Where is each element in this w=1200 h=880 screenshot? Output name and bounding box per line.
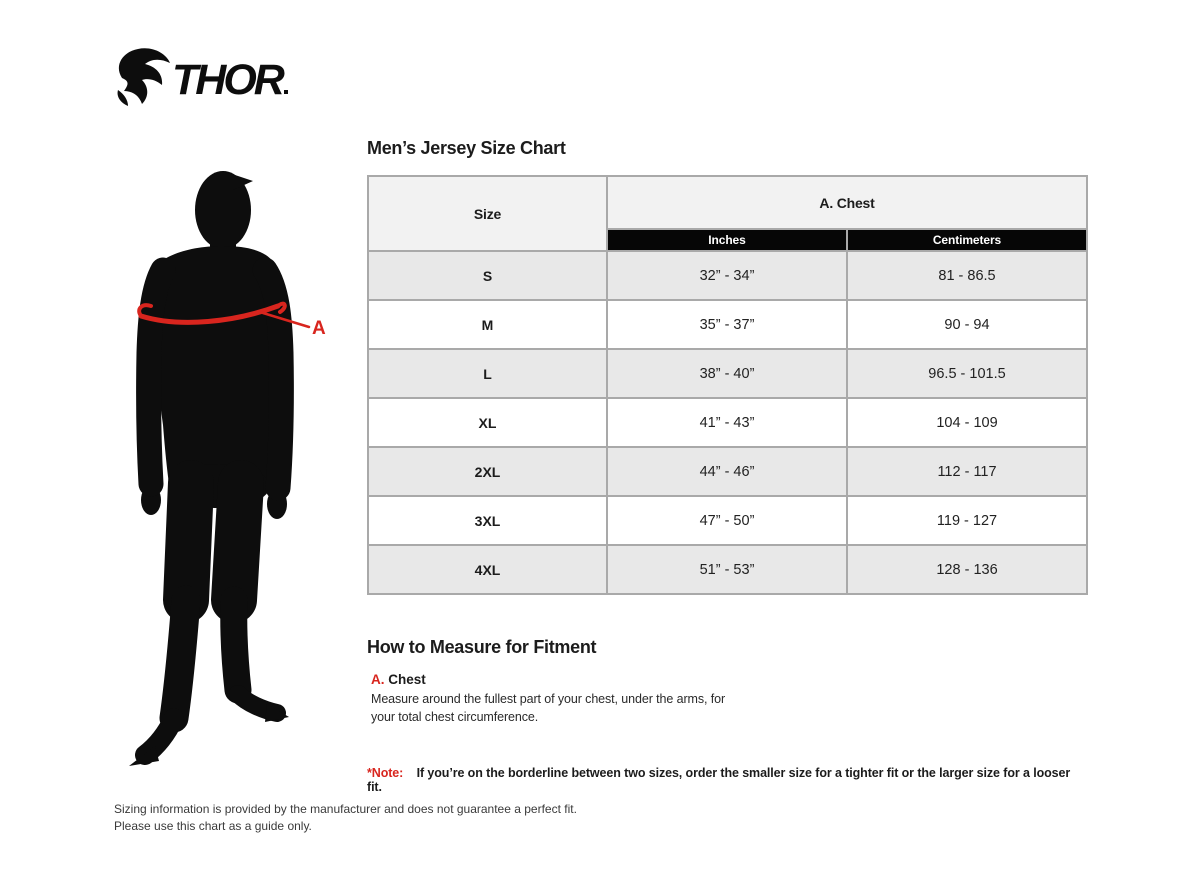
chest-marker-label: A bbox=[312, 318, 326, 339]
inches-cell: 47” - 50” bbox=[607, 496, 847, 545]
table-row bbox=[368, 398, 1087, 447]
how-to-heading: How to Measure for Fitment bbox=[367, 637, 597, 657]
note-label: *Note: bbox=[367, 766, 404, 780]
trademark-dot bbox=[284, 90, 288, 94]
thor-ram-icon bbox=[118, 48, 170, 106]
cm-cell: 119 - 127 bbox=[847, 496, 1087, 545]
disclaimer-line-2: Please use this chart as a guide only. bbox=[114, 819, 312, 834]
size-cell: M bbox=[368, 300, 607, 349]
header-chest-group: A. Chest bbox=[607, 176, 1087, 229]
measure-item-title bbox=[371, 672, 761, 687]
inches-cell: 35” - 37” bbox=[607, 300, 847, 349]
cm-cell: 81 - 86.5 bbox=[847, 251, 1087, 300]
cm-cell: 112 - 117 bbox=[847, 447, 1087, 496]
body-silhouette bbox=[125, 168, 335, 784]
note bbox=[367, 766, 1087, 794]
table-row bbox=[368, 349, 1087, 398]
disclaimer bbox=[114, 801, 577, 836]
cm-cell: 128 - 136 bbox=[847, 545, 1087, 594]
measure-item-description: Measure around the fullest part of your chest, under the arms, for your total chest circumference. bbox=[371, 692, 726, 725]
measure-item-letter: A. bbox=[371, 672, 385, 687]
header-unit-centimeters: Centimeters bbox=[847, 229, 1087, 251]
cm-cell: 104 - 109 bbox=[847, 398, 1087, 447]
measure-item-name: Chest bbox=[388, 672, 426, 687]
table-row bbox=[368, 251, 1087, 300]
size-cell: 4XL bbox=[368, 545, 607, 594]
table-row bbox=[368, 300, 1087, 349]
thor-logo bbox=[112, 46, 292, 108]
table-row bbox=[368, 545, 1087, 594]
header-size: Size bbox=[368, 176, 607, 251]
table-row bbox=[368, 496, 1087, 545]
size-cell: 3XL bbox=[368, 496, 607, 545]
inches-cell: 38” - 40” bbox=[607, 349, 847, 398]
inches-cell: 41” - 43” bbox=[607, 398, 847, 447]
inches-cell: 32” - 34” bbox=[607, 251, 847, 300]
measure-item-chest bbox=[371, 672, 761, 726]
silhouette-shapes bbox=[141, 171, 287, 519]
header-unit-inches: Inches bbox=[607, 229, 847, 251]
size-cell: XL bbox=[368, 398, 607, 447]
cm-cell: 96.5 - 101.5 bbox=[847, 349, 1087, 398]
size-chart-title: Men’s Jersey Size Chart bbox=[367, 138, 566, 158]
size-cell: 2XL bbox=[368, 447, 607, 496]
size-cell: L bbox=[368, 349, 607, 398]
inches-cell: 44” - 46” bbox=[607, 447, 847, 496]
brand-wordmark: THOR bbox=[172, 56, 282, 104]
cm-cell: 90 - 94 bbox=[847, 300, 1087, 349]
table-row bbox=[368, 447, 1087, 496]
size-cell: S bbox=[368, 251, 607, 300]
size-table bbox=[367, 175, 1088, 595]
inches-cell: 51” - 53” bbox=[607, 545, 847, 594]
disclaimer-line-1: Sizing information is provided by the manufacturer and does not guarantee a perfect fit. bbox=[114, 802, 577, 816]
note-text: If you’re on the borderline between two sizes, order the smaller size for a tighter fit or the larger size for a looser fit. bbox=[367, 766, 1071, 794]
